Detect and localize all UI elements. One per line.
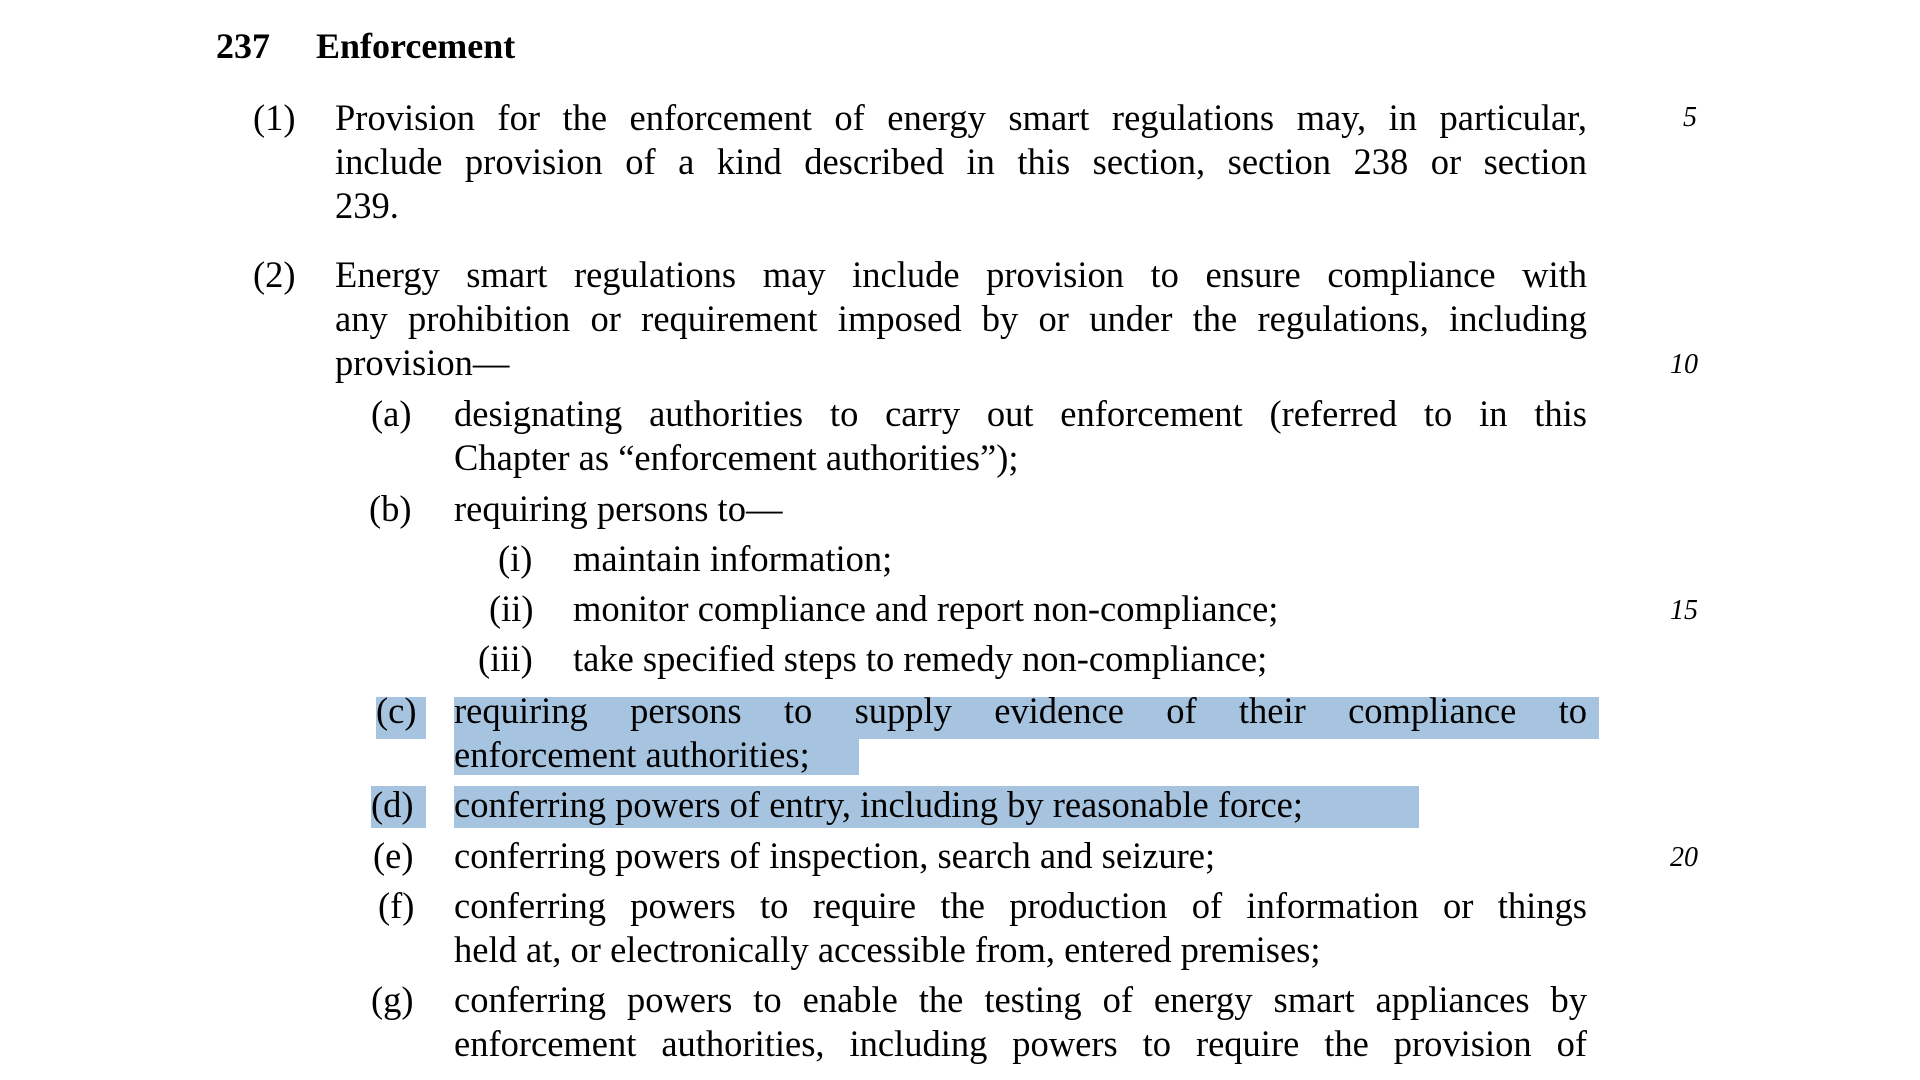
- sub-i-label: (i): [498, 538, 533, 579]
- sub-ii-text: monitor compliance and report non-compliance;: [573, 588, 1279, 629]
- para-f-line2: held at, or electronically accessible from, entered premises;: [454, 929, 1321, 970]
- subsection-2-line3: provision—: [335, 342, 510, 383]
- para-c-label: (c): [376, 690, 417, 731]
- sub-iii-label: (iii): [478, 638, 533, 679]
- para-e-label: (e): [373, 835, 414, 876]
- para-e-line1: conferring powers of inspection, search and seizure;: [454, 835, 1216, 876]
- para-c-line1: requiring persons to supply evidence of their compliance to: [454, 690, 1587, 731]
- para-d-line1: conferring powers of entry, including by reasonable force;: [454, 784, 1303, 825]
- para-f-line1: conferring powers to require the production of information or things: [454, 885, 1587, 926]
- sub-i-text: maintain information;: [573, 538, 893, 579]
- sub-ii-label: (ii): [489, 588, 534, 629]
- line-number-5: 5: [1683, 102, 1697, 133]
- para-a-line2: Chapter as “enforcement authorities”);: [454, 437, 1019, 478]
- subsection-1-line1: Provision for the enforcement of energy smart regulations may, in particular,: [335, 97, 1587, 138]
- para-g-line1: conferring powers to enable the testing of energy smart appliances by: [454, 979, 1587, 1020]
- para-b-label: (b): [369, 488, 412, 529]
- line-number-15: 15: [1670, 595, 1698, 626]
- sub-iii-text: take specified steps to remedy non-compliance;: [573, 638, 1268, 679]
- section-title: Enforcement: [316, 26, 516, 66]
- para-b-line1: requiring persons to—: [454, 488, 783, 529]
- section-number: 237: [216, 26, 270, 66]
- para-a-line1: designating authorities to carry out enforcement (referred to in this: [454, 393, 1587, 434]
- subsection-1-line2: include provision of a kind described in this section, section 238 or section: [335, 141, 1587, 182]
- para-g-label: (g): [371, 979, 414, 1020]
- para-a-label: (a): [371, 393, 412, 434]
- line-number-10: 10: [1670, 349, 1698, 380]
- subsection-1-label: (1): [253, 97, 296, 138]
- para-d-label: (d): [371, 784, 414, 825]
- para-g-line2: enforcement authorities, including powers to require the provision of: [454, 1023, 1587, 1064]
- subsection-2-line1: Energy smart regulations may include provision to ensure compliance with: [335, 254, 1587, 295]
- para-f-label: (f): [378, 885, 415, 926]
- subsection-2-label: (2): [253, 254, 296, 295]
- subsection-2-line2: any prohibition or requirement imposed by or under the regulations, including: [335, 298, 1587, 339]
- subsection-1-line3: 239.: [335, 185, 399, 226]
- para-c-line2: enforcement authorities;: [454, 734, 810, 775]
- line-number-20: 20: [1670, 842, 1698, 873]
